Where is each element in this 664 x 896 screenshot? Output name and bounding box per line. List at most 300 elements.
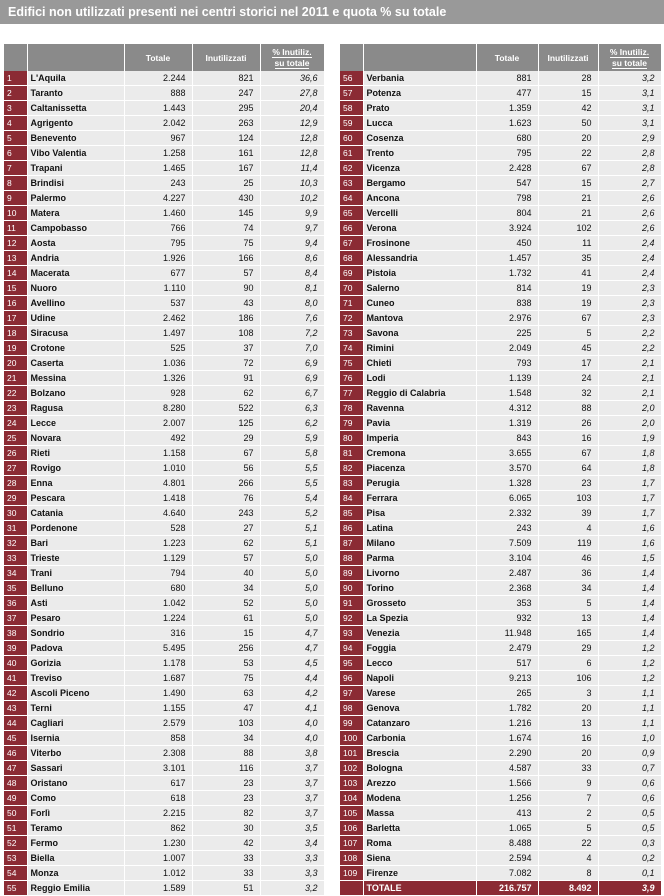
totale-value: 838 [476,296,538,311]
row-rank: 76 [340,371,363,386]
totale-value: 618 [124,791,192,806]
totale-value: 5.495 [124,641,192,656]
totale-value: 2.462 [124,311,192,326]
row-rank: 17 [4,311,27,326]
city-name: Vibo Valentia [27,146,124,161]
table-row [4,461,324,476]
totale-value: 1.223 [124,536,192,551]
table-row [340,806,661,821]
pct-value: 1,4 [598,566,661,581]
table-row [340,641,661,656]
table-row [4,881,324,896]
inutilizzati-value: 11 [538,236,598,251]
table-row [4,236,324,251]
totale-value: 2.976 [476,311,538,326]
totale-value: 1.256 [476,791,538,806]
city-name: Bari [27,536,124,551]
city-name: Piacenza [363,461,476,476]
city-name: Lecco [363,656,476,671]
totale-value: 413 [476,806,538,821]
inutilizzati-value: 266 [192,476,260,491]
table-row [340,221,661,236]
table-row [340,731,661,746]
inutilizzati-value: 45 [538,341,598,356]
table-row [4,671,324,686]
table-row [4,716,324,731]
table-row [4,311,324,326]
inutilizzati-value: 165 [538,626,598,641]
totale-value: 4.640 [124,506,192,521]
city-name: Reggio di Calabria [363,386,476,401]
totale-value: 537 [124,296,192,311]
pct-value: 4,0 [260,731,324,746]
totale-value: 680 [124,581,192,596]
city-name: Padova [27,641,124,656]
pct-value: 2,2 [598,326,661,341]
inutilizzati-value: 5 [538,326,598,341]
totale-value: 1.418 [124,491,192,506]
totale-value: 2.487 [476,566,538,581]
totale-value: 3.101 [124,761,192,776]
inutilizzati-value: 75 [192,236,260,251]
totale-value: 3.104 [476,551,538,566]
pct-value: 4,5 [260,656,324,671]
header-totale: Totale [476,44,538,71]
city-name: Bergamo [363,176,476,191]
pct-value: 5,0 [260,566,324,581]
inutilizzati-value: 19 [538,296,598,311]
city-name: Chieti [363,356,476,371]
totale-value: 1.129 [124,551,192,566]
row-rank: 49 [4,791,27,806]
pct-value: 1,9 [598,431,661,446]
pct-value: 2,8 [598,161,661,176]
inutilizzati-value: 522 [192,401,260,416]
table-row [340,491,661,506]
city-name: Fermo [27,836,124,851]
row-rank: 10 [4,206,27,221]
pct-value: 2,8 [598,146,661,161]
city-name: L'Aquila [27,71,124,86]
pct-value: 4,1 [260,701,324,716]
row-rank: 19 [4,341,27,356]
inutilizzati-value: 91 [192,371,260,386]
inutilizzati-value: 41 [538,266,598,281]
totale-value: 2.042 [124,116,192,131]
row-rank: 86 [340,521,363,536]
inutilizzati-value: 27 [192,521,260,536]
totale-value: 7.082 [476,866,538,881]
row-rank: 54 [4,866,27,881]
inutilizzati-value: 13 [538,611,598,626]
row-rank: 97 [340,686,363,701]
city-name: Ferrara [363,491,476,506]
city-name: Napoli [363,671,476,686]
pct-value: 1,4 [598,581,661,596]
row-rank: 107 [340,836,363,851]
inutilizzati-value: 67 [192,446,260,461]
city-name: Como [27,791,124,806]
totale-value: 862 [124,821,192,836]
inutilizzati-value: 102 [538,221,598,236]
city-name: Modena [363,791,476,806]
inutilizzati-value: 28 [538,71,598,86]
city-name: Benevento [27,131,124,146]
pct-value: 8,1 [260,281,324,296]
pct-value: 0,1 [598,866,661,881]
table-row [340,551,661,566]
totale-value: 1.623 [476,116,538,131]
totale-value: 1.216 [476,716,538,731]
totale-value: 528 [124,521,192,536]
inutilizzati-value: 51 [192,881,260,896]
inutilizzati-value: 67 [538,161,598,176]
table-row [340,776,661,791]
totale-value: 617 [124,776,192,791]
inutilizzati-value: 5 [538,596,598,611]
row-rank: 14 [4,266,27,281]
totale-value: 517 [476,656,538,671]
city-name: Oristano [27,776,124,791]
totale-value: 795 [476,146,538,161]
totale-value: 843 [476,431,538,446]
table-body-left [4,71,324,896]
inutilizzati-value: 33 [192,866,260,881]
table-row [4,686,324,701]
table-row [340,461,661,476]
table-row [340,86,661,101]
city-name: Macerata [27,266,124,281]
header-rank [4,44,27,71]
inutilizzati-value: 42 [538,101,598,116]
totale-value: 2.594 [476,851,538,866]
row-rank: 66 [340,221,363,236]
row-rank: 53 [4,851,27,866]
pct-value: 1,6 [598,536,661,551]
table-row [340,701,661,716]
row-rank: 8 [4,176,27,191]
inutilizzati-value: 88 [538,401,598,416]
inutilizzati-value: 167 [192,161,260,176]
city-name: Savona [363,326,476,341]
inutilizzati-value: 145 [192,206,260,221]
totale-value: 2.049 [476,341,538,356]
row-rank: 56 [340,71,363,86]
row-rank: 37 [4,611,27,626]
totale-value: 1.065 [476,821,538,836]
pct-value: 3,1 [598,101,661,116]
row-rank: 104 [340,791,363,806]
inutilizzati-value: 161 [192,146,260,161]
row-rank: 57 [340,86,363,101]
city-name: Cagliari [27,716,124,731]
pct-value: 2,7 [598,176,661,191]
totale-value: 3.655 [476,446,538,461]
totale-value: 243 [124,176,192,191]
totale-value: 450 [476,236,538,251]
pct-value: 2,4 [598,266,661,281]
totale-value: 1.036 [124,356,192,371]
row-rank: 26 [4,446,27,461]
table-row [340,311,661,326]
city-name: Aosta [27,236,124,251]
table-row [340,611,661,626]
inutilizzati-value: 37 [192,341,260,356]
pct-value: 2,4 [598,251,661,266]
inutilizzati-value: 22 [538,836,598,851]
pct-value: 3,8 [260,746,324,761]
row-rank: 64 [340,191,363,206]
inutilizzati-value: 4 [538,851,598,866]
pct-value: 2,0 [598,416,661,431]
totale-value: 1.326 [124,371,192,386]
pct-value: 20,4 [260,101,324,116]
city-name: Lucca [363,116,476,131]
pct-value: 2,3 [598,296,661,311]
city-name: Rovigo [27,461,124,476]
row-rank: 12 [4,236,27,251]
row-rank: 63 [340,176,363,191]
inutilizzati-value: 2 [538,806,598,821]
table-row [340,206,661,221]
totale-value: 1.465 [124,161,192,176]
totale-value: 1.490 [124,686,192,701]
table-row [4,86,324,101]
totale-value: 967 [124,131,192,146]
inutilizzati-value: 30 [192,821,260,836]
table-row [340,236,661,251]
totale-value: 8.280 [124,401,192,416]
totale-value: 1.258 [124,146,192,161]
pct-value: 1,8 [598,461,661,476]
table-row [4,701,324,716]
table-row [340,371,661,386]
pct-value: 0,7 [598,761,661,776]
inutilizzati-value: 46 [538,551,598,566]
city-name: Ancona [363,191,476,206]
city-name: Vercelli [363,206,476,221]
totale-value: 4.801 [124,476,192,491]
table-row [340,386,661,401]
row-rank: 77 [340,386,363,401]
row-rank: 70 [340,281,363,296]
table-row [4,161,324,176]
city-name: Belluno [27,581,124,596]
inutilizzati-value: 57 [192,266,260,281]
row-rank: 23 [4,401,27,416]
row-rank: 35 [4,581,27,596]
pct-value: 3,7 [260,806,324,821]
city-name: Taranto [27,86,124,101]
table-row [4,71,324,86]
row-rank: 85 [340,506,363,521]
pct-value: 2,2 [598,341,661,356]
totale-value: 4.227 [124,191,192,206]
city-name: Genova [363,701,476,716]
pct-value: 0,9 [598,746,661,761]
table-row [4,221,324,236]
table-row [340,356,661,371]
inutilizzati-value: 17 [538,356,598,371]
city-name: Arezzo [363,776,476,791]
totale-value: 1.230 [124,836,192,851]
header-pct: % Inutiliz. su totale [598,44,661,71]
table-row [4,836,324,851]
pct-value: 2,1 [598,386,661,401]
city-name: Asti [27,596,124,611]
inutilizzati-value: 119 [538,536,598,551]
city-name: Parma [363,551,476,566]
row-rank: 89 [340,566,363,581]
totale-value: 1.110 [124,281,192,296]
pct-value: 2,6 [598,206,661,221]
row-rank: 60 [340,131,363,146]
totale-value: 1.010 [124,461,192,476]
pct-value: 0,5 [598,821,661,836]
pct-value: 12,8 [260,146,324,161]
pct-value: 4,2 [260,686,324,701]
table-row [340,866,661,881]
pct-value: 5,9 [260,431,324,446]
totale-value: 1.158 [124,446,192,461]
inutilizzati-value: 90 [192,281,260,296]
pct-value: 4,0 [260,716,324,731]
inutilizzati-value: 23 [192,791,260,806]
header-inutilizzati: Inutilizzati [538,44,598,71]
city-name: Matera [27,206,124,221]
table-row [4,821,324,836]
table-row [340,521,661,536]
pct-value: 9,7 [260,221,324,236]
row-rank: 24 [4,416,27,431]
city-name: Campobasso [27,221,124,236]
table-row [4,521,324,536]
inutilizzati-value: 5 [538,821,598,836]
row-rank: 84 [340,491,363,506]
table-row [4,611,324,626]
city-name: Siracusa [27,326,124,341]
totale-value: 1.224 [124,611,192,626]
pct-value: 2,1 [598,371,661,386]
city-name: Sassari [27,761,124,776]
pct-value: 2,1 [598,356,661,371]
table-row [4,281,324,296]
totale-value: 1.139 [476,371,538,386]
pct-value: 3,1 [598,116,661,131]
row-rank: 33 [4,551,27,566]
ranking-table-right [340,44,662,896]
row-rank: 59 [340,116,363,131]
row-rank: 100 [340,731,363,746]
pct-value: 8,4 [260,266,324,281]
city-name: Pordenone [27,521,124,536]
inutilizzati-value: 116 [192,761,260,776]
inutilizzati-value: 16 [538,431,598,446]
pct-value: 10,2 [260,191,324,206]
total-row [340,881,661,896]
table-row [340,71,661,86]
pct-value: 12,9 [260,116,324,131]
table-row [4,296,324,311]
city-name: Alessandria [363,251,476,266]
inutilizzati-value: 103 [538,491,598,506]
inutilizzati-value: 13 [538,716,598,731]
pct-value: 7,6 [260,311,324,326]
city-name: Treviso [27,671,124,686]
pct-value: 0,2 [598,851,661,866]
table-row [340,101,661,116]
table-row [340,761,661,776]
inutilizzati-value: 57 [192,551,260,566]
totale-value: 1.042 [124,596,192,611]
pct-value: 1,2 [598,671,661,686]
totale-value: 3.570 [476,461,538,476]
table-row [340,341,661,356]
inutilizzati-value: 39 [538,506,598,521]
table-row [4,866,324,881]
row-rank: 13 [4,251,27,266]
inutilizzati-value: 23 [538,476,598,491]
city-name: Venezia [363,626,476,641]
totale-value: 932 [476,611,538,626]
table-row [4,581,324,596]
totale-value: 2.368 [476,581,538,596]
row-rank: 3 [4,101,27,116]
row-rank: 6 [4,146,27,161]
pct-value: 9,4 [260,236,324,251]
totale-value: 2.479 [476,641,538,656]
table-row [340,536,661,551]
row-rank: 101 [340,746,363,761]
totale-value: 3.924 [476,221,538,236]
table-header-row [4,44,324,71]
table-row [340,836,661,851]
totale-value: 1.497 [124,326,192,341]
table-row [4,536,324,551]
city-name: Enna [27,476,124,491]
totale-value: 795 [124,236,192,251]
pct-value: 7,2 [260,326,324,341]
city-name: Brescia [363,746,476,761]
pct-value: 2,6 [598,191,661,206]
row-rank: 44 [4,716,27,731]
city-name: Frosinone [363,236,476,251]
totale-value: 2.579 [124,716,192,731]
inutilizzati-value: 76 [192,491,260,506]
row-rank: 87 [340,536,363,551]
row-rank: 21 [4,371,27,386]
table-row [4,116,324,131]
city-name: Verona [363,221,476,236]
pct-value: 1,1 [598,686,661,701]
table-row [340,326,661,341]
city-name: Bolzano [27,386,124,401]
totale-value: 1.319 [476,416,538,431]
row-rank: 92 [340,611,363,626]
table-row [340,716,661,731]
pct-value: 3,3 [260,851,324,866]
pct-value: 1,2 [598,641,661,656]
totale-value: 858 [124,731,192,746]
inutilizzati-value: 15 [538,86,598,101]
row-rank: 51 [4,821,27,836]
inutilizzati-value: 263 [192,116,260,131]
inutilizzati-value: 64 [538,461,598,476]
pct-value: 1,0 [598,731,661,746]
city-name: Rieti [27,446,124,461]
total-inutilizzati: 8.492 [538,881,598,896]
table-row [340,281,661,296]
